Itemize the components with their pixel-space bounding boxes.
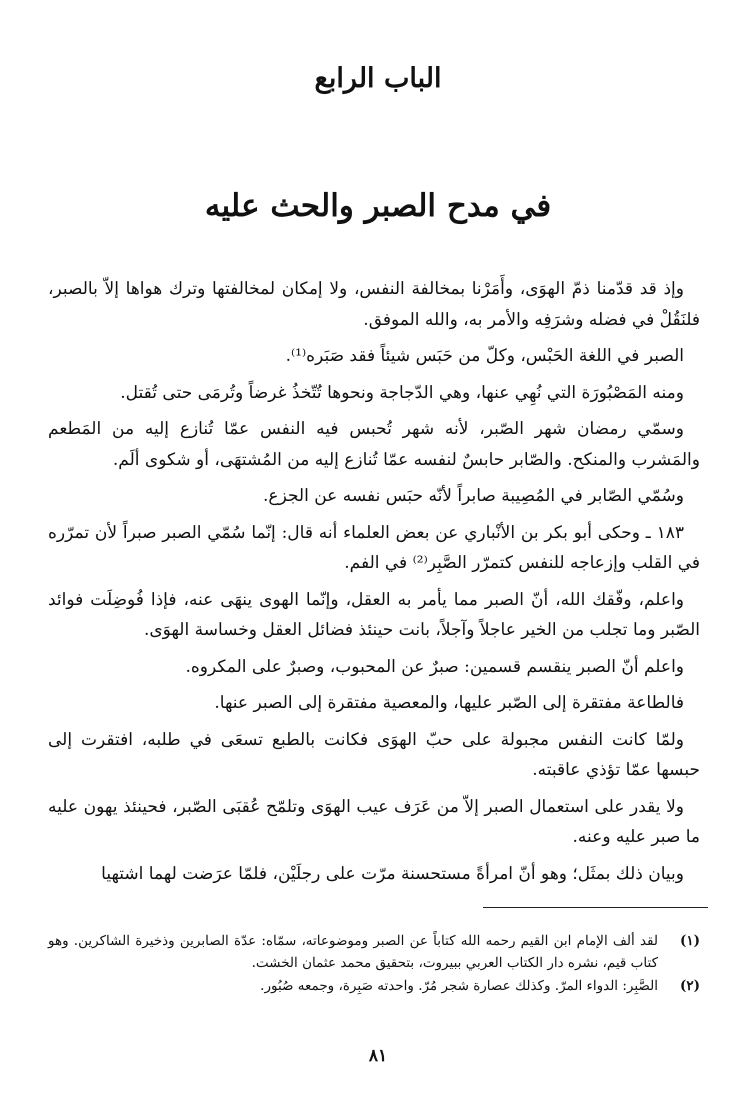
paragraph: وإذ قد قدّمنا ذمّ الهوَى، وأَمَرْنا بمخالفة النفس، ولا إمكان لمخالفتها وترك هواها إلاّ بالصبر، فلنَقُلْ في فضله وشرَفِه والأمر به، والله الموفق.	[48, 279, 700, 330]
footnote-item	[48, 930, 700, 974]
footnote-number: (١)	[679, 933, 700, 949]
paragraph: ١٨٣ ـ وحكى أبو بكر بن الأنْباري عن بعض العلماء أنه قال: إنّما سُمّي الصبر صبراً لأن تمرّره في القلب وإزعاجه للنفس كتمرّر الصَّبِر⁽²⁾ في الفم.	[48, 522, 700, 573]
body-text	[48, 274, 700, 895]
paragraph: ومنه المَصْبُورَة التي نُهِي عنها، وهي الدّجاجة ونحوها تُتّخذُ غرضاً وتُرمَى حتى تُقتل.	[120, 382, 684, 403]
paragraph: واعلم أنّ الصبر ينقسم قسمين: صبرٌ عن المحبوب، وصبرٌ على المكروه.	[185, 656, 684, 677]
paragraph: وسمّي رمضان شهر الصّبر، لأنه شهر تُحبس فيه النفس عمّا تُنازع إليه من المَطعم والمَشرب والمنكح. والصّابر حابسٌ لنفسه عمّا تُنازع إليه من المُشتهَى، أو شكوى ألَم.	[48, 419, 700, 470]
footnote-text: الصَّبِر: الدواء المرّ. وكذلك عصارة شجر مُرّ. واحدته صَبِرة، وجمعه صُبُور.	[260, 978, 658, 994]
footnote-item	[48, 975, 700, 997]
section-title: في مدح الصبر والحث عليه	[204, 188, 552, 224]
chapter-title: الباب الرابع	[314, 63, 442, 94]
paragraph: واعلم، وفّقك الله، أنّ الصبر مما يأمر به العقل، وإنّما الهوى ينهَى عنه، فإذا فُوضِلَت فوائد الصّبر وما تجلب من الخير عاجلاً وآجلاً، بانت حينئذ فضائل العقل وخساسة الهوَى.	[48, 589, 700, 640]
paragraph: ولا يقدر على استعمال الصبر إلاّ من عَرَف عيب الهوَى وتلمّح عُقبَى الصّبر، فحينئذ يهون عليه ما صبر عليه وعنه.	[48, 796, 700, 847]
footnote-text: لقد ألف الإمام ابن القيم رحمه الله كتاباً عن الصبر وموضوعاته، سمّاه: عدّة الصابرين وذخيرة الشاكرين. وهو كتاب قيم، نشره دار الكتاب العربي ببيروت، بتحقيق محمد عثمان الخشت.	[48, 933, 658, 971]
footnote-divider	[483, 907, 708, 908]
page-number: ٨١	[368, 1046, 388, 1066]
paragraph: فالطاعة مفتقرة إلى الصّبر عليها، والمعصية مفتقرة إلى الصبر عنها.	[214, 693, 684, 713]
paragraph: ولمّا كانت النفس مجبولة على حبّ الهوَى فكانت بالطبع تسعَى في طلبه، افتقرت إلى حبسها عمّا تؤذي عاقبته.	[48, 729, 700, 780]
paragraph: الصبر في اللغة الحَبْس، وكلّ من حَبَس شيئاً فقد صَبَره⁽¹⁾.	[285, 346, 684, 366]
footnotes	[48, 930, 700, 998]
paragraph: وسُمّي الصّابر في المُصِيبة صابراً لأنّه حبَس نفسه عن الجزع.	[263, 486, 684, 506]
paragraph: وبيان ذلك بمثَل؛ وهو أنّ امرأةً مستحسنة مرّت على رجلَيْن، فلمّا عرَضت لهما اشتهيا	[101, 863, 684, 884]
footnote-number: (٢)	[679, 978, 700, 994]
